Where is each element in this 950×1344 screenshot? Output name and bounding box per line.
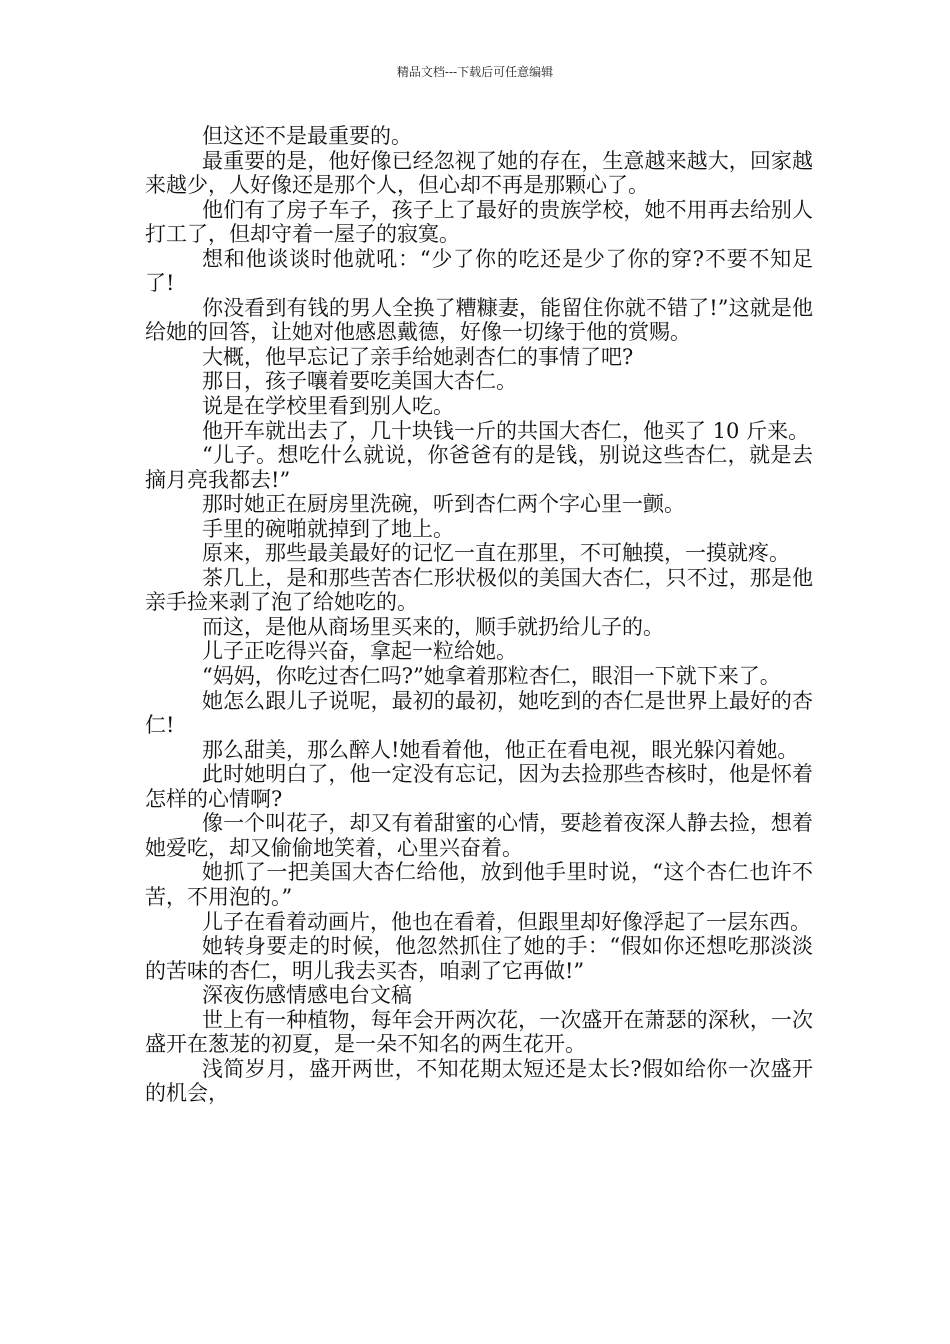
paragraph: 他们有了房子车子，孩子上了最好的贵族学校，她不用再去给别人打工了，但却守着一屋子的寂寞。 bbox=[145, 197, 813, 247]
paragraph: 大概，他早忘记了亲手给她剥杏仁的事情了吧? bbox=[202, 344, 634, 369]
paragraph: 此时她明白了，他一定没有忘记，因为去捡那些杏核时，他是怀着怎样的心情啊? bbox=[145, 762, 813, 811]
paragraph: 你没看到有钱的男人全换了糟糠妻，能留住你就不错了!”这就是他给她的回答，让她对他感恩戴德，好像一切缘于他的赏赐。 bbox=[145, 295, 813, 345]
paragraph: 世上有一种植物，每年会开两次花，一次盛开在萧瑟的深秋，一次盛开在葱茏的初夏，是一朵不知名的两生花开。 bbox=[145, 1007, 813, 1057]
paragraph: 原来，那些最美最好的记忆一直在那里，不可触摸，一摸就疼。 bbox=[202, 541, 790, 566]
paragraph: 那日，孩子嚷着要吃美国大杏仁。 bbox=[202, 369, 517, 394]
paragraph: 手里的碗啪就掉到了地上。 bbox=[202, 516, 454, 541]
paragraph: 儿子在看着动画片，他也在看着，但跟里却好像浮起了一层东西。 bbox=[202, 909, 811, 934]
paragraph: 而这，是他从商场里买来的，顺手就扔给儿子的。 bbox=[202, 614, 664, 639]
paragraph: “儿子。想吃什么就说，你爸爸有的是钱，别说这些杏仁，就是去摘月亮我都去!” bbox=[145, 443, 813, 492]
paragraph: 她怎么跟儿子说呢，最初的最初，她吃到的杏仁是世界上最好的杏仁! bbox=[145, 688, 813, 738]
document-body bbox=[145, 124, 813, 1106]
paragraph: 儿子正吃得兴奋，拿起一粒给她。 bbox=[202, 639, 517, 664]
paragraph: 那么甜美，那么醉人!她看着他，他正在看电视，眼光躲闪着她。 bbox=[202, 737, 799, 762]
paragraph: 想和他谈谈时他就吼：“少了你的吃还是少了你的穿?不要不知足了! bbox=[145, 246, 813, 296]
paragraph: 浅简岁月，盛开两世，不知花期太短还是太长?假如给你一次盛开的机会， bbox=[145, 1056, 813, 1106]
paragraph: 像一个叫花子，却又有着甜蜜的心情，要趁着夜深人静去捡，想着她爱吃，却又偷偷地笑着，心里兴奋着。 bbox=[145, 811, 813, 860]
paragraph: 她抓了一把美国大杏仁给他，放到他手里时说，“这个杏仁也许不苦，不用泡的。” bbox=[145, 860, 813, 909]
paragraph: 那时她正在厨房里洗碗，听到杏仁两个字心里一颤。 bbox=[202, 492, 685, 517]
paragraph: “妈妈，你吃过杏仁吗?”她拿着那粒杏仁，眼泪一下就下来了。 bbox=[202, 664, 781, 689]
paragraph: 他开车就出去了，几十块钱一斤的共国大杏仁，他买了 10 斤来。 bbox=[202, 418, 810, 443]
paragraph: 最重要的是，他好像已经忽视了她的存在，生意越来越大，回家越来越少，人好像还是那个人，但心却不再是那颗心了。 bbox=[145, 148, 813, 198]
page-header: 精品文档---下载后可任意编辑 bbox=[396, 65, 554, 79]
paragraph: 她转身要走的时候，他忽然抓住了她的手：“假如你还想吃那淡淡的苦味的杏仁，明儿我去买杏，咱剥了它再做!” bbox=[145, 934, 813, 983]
paragraph: 茶几上，是和那些苦杏仁形状极似的美国大杏仁，只不过，那是他亲手捡来剥了泡了给她吃的。 bbox=[145, 565, 813, 615]
section-title: 深夜伤感情感电台文稿 bbox=[202, 983, 412, 1008]
paragraph: 但这还不是最重要的。 bbox=[202, 124, 412, 148]
paragraph: 说是在学校里看到别人吃。 bbox=[202, 394, 454, 419]
